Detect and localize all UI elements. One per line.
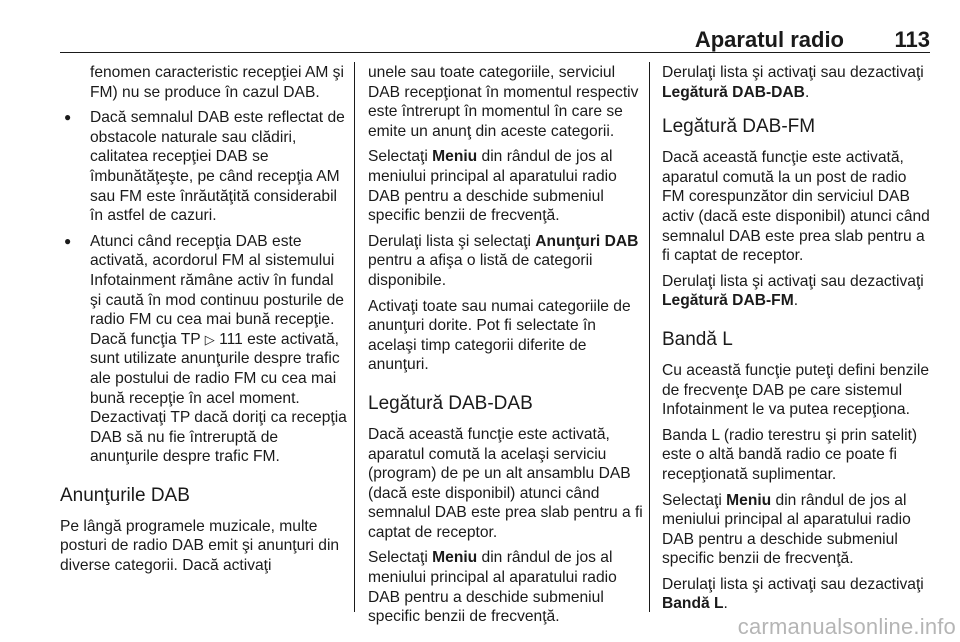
bullet-text: Atunci când recepţia DAB este activată, acordorul FM al sistemului Infotainment rămâne activ în fundal şi caută în mod continuu posturile de radio FM cu cea mai bună recepţie. Dacă funcţia TP [90,232,344,348]
text: Selectaţi [662,491,722,509]
page-number: 113 [894,27,930,52]
menu-term: Bandă L [662,595,724,613]
paragraph: Banda L (radio terestru şi prin satelit) este o altă bandă radio ce poate fi recepţionată suplimentar. [662,426,918,483]
bullet-text: este activată, sunt utilizate anunţurile despre trafic ale postului de radio FM cu cea mai bună recepţie în acel moment. Dezactivaţi TP dacă doriţi ca recepţia DAB să nu fie întreruptă de anunţurile despre trafic FM. [90,330,347,466]
text: din rândul de jos al meniului principal al aparatului radio DAB pentru a deschide submeniul specific benzii de frecvenţă. [368,549,617,626]
paragraph [368,232,643,291]
paragraph [662,272,932,311]
page-header-title: Aparatul radio [694,27,844,52]
menu-term: Meniu [432,549,478,567]
menu-term: Meniu [432,148,478,166]
bullet-item [60,108,347,226]
paragraph: unele sau toate categoriile, serviciul DAB recepţionat în momentul respectiv este întrerupt în momentul în care se emite un anunţ din aceste categorii. [368,64,639,140]
section-heading: Legătură DAB-FM [662,116,816,138]
paragraph: Dacă această funcţie este activată, aparatul comută la un post de radio FM corespunzător din serviciul DAB activ (dacă este disponibil) atunci când semnalul DAB este prea slab pentru a fi captat de receptor. [662,149,930,265]
column-2 [368,63,643,633]
text: Selectaţi [368,549,428,567]
column-3 [662,63,932,620]
text: Derulaţi lista şi activaţi sau dezactivaţi [662,272,924,290]
menu-term: Meniu [726,491,772,509]
page-reference-arrow-icon: ▷ [204,331,215,347]
text: Derulaţi lista şi selectaţi [368,232,531,250]
section-heading: Anunţurile DAB [60,484,190,506]
paragraph [662,491,932,569]
menu-term: Anunţuri DAB [535,232,639,250]
paragraph: Dacă această funcţie este activată, aparatul comută la acelaşi serviciu (program) de pe un alt ansamblu DAB (dacă este disponibil) atunci când semnalul DAB este prea slab pentru a fi captat de receptor. [368,425,643,541]
paragraph: Cu această funcţie puteţi defini benzile de frecvenţe DAB pe care sistemul Infotainment le va putea recepţiona. [662,361,929,419]
text: Selectaţi [368,148,428,166]
punctuation: . [723,595,728,613]
watermark-text: carmanualsonline.info [737,614,956,639]
text: Derulaţi lista şi activaţi sau dezactivaţi [662,575,924,593]
punctuation: . [793,292,799,310]
bullet-text: Dacă semnalul DAB este reflectat de obstacole naturale sau clădiri, calitatea recepţiei DAB se îmbunătăţeşte, pe când recepţia AM sau FM este înrăutăţită considerabil în astfel de cazuri. [90,109,345,225]
bullet-continuation: fenomen caracteristic recepţiei AM şi FM) nu se produce în cazul DAB. [90,64,344,101]
menu-term: Legătură DAB-DAB [662,83,805,101]
section-heading: Legătură DAB-DAB [368,392,533,414]
text: din rândul de jos al meniului principal al aparatului radio DAB pentru a deschide submeniul specific benzii de frecvenţă. [368,148,617,225]
text: din rândul de jos al meniului principal al aparatului radio DAB pentru a deschide submeniul specific benzii de frecvenţă. [662,491,911,568]
paragraph [662,575,932,614]
column-1 [60,63,347,582]
paragraph: Pe lângă programele muzicale, multe posturi de radio DAB emit şi anunţuri din diverse categorii. Dacă activaţi [60,517,340,575]
paragraph [368,548,643,626]
punctuation: . [804,83,810,101]
header-rule [60,52,930,53]
column-divider-1 [354,62,355,612]
text: Derulaţi lista şi activaţi sau dezactivaţi [662,64,924,81]
section-heading: Bandă L [662,328,733,350]
page-reference-link[interactable]: 111 [219,330,243,348]
paragraph: Activaţi toate sau numai categoriile de anunţuri dorite. Pot fi selectate în acelaşi timp categorii diferite de anunţuri. [368,297,631,374]
bullet-item [60,232,347,467]
column-divider-2 [649,62,650,612]
paragraph [368,147,643,225]
text: pentru a afişa o listă de categorii disponibile. [368,252,593,289]
menu-term: Legătură DAB-FM [662,292,794,310]
paragraph [662,63,932,102]
